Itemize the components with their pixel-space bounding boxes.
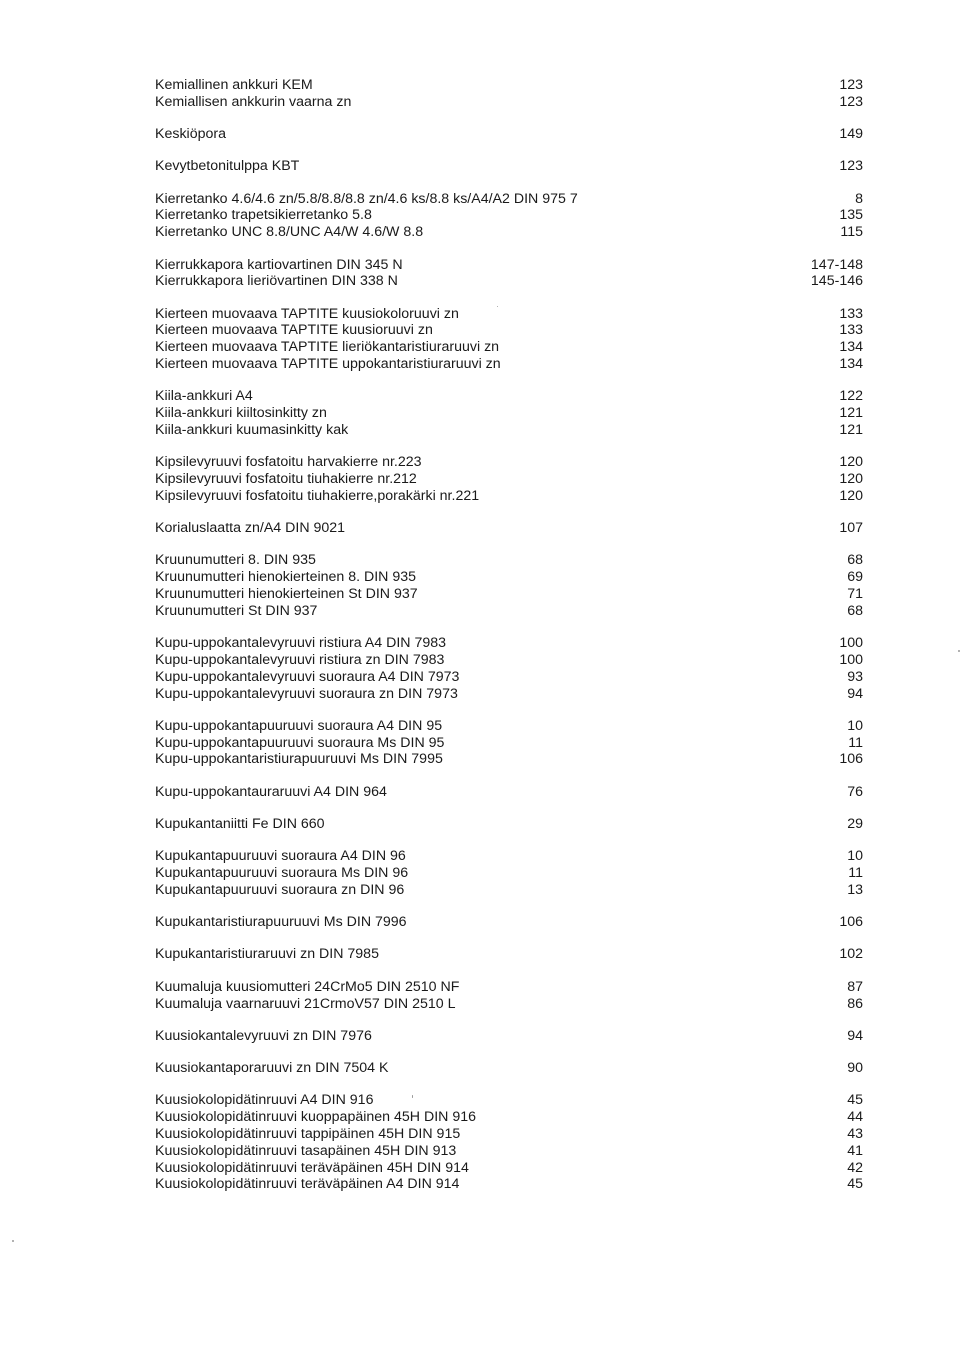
entry-term: Kuusiokolopidätinruuvi teräväpäinen 45H DIN 914 <box>155 1159 469 1176</box>
entry-page-number: 86 <box>847 995 863 1012</box>
index-group <box>155 816 863 833</box>
index-group <box>155 914 863 931</box>
entry-term: Kruunumutteri hienokierteinen 8. DIN 935 <box>155 569 417 586</box>
entry-term: Kemiallisen ankkurin vaarna zn <box>155 93 352 110</box>
entry-term: Kruunumutteri 8. DIN 935 <box>155 552 316 569</box>
index-entry <box>155 865 863 882</box>
index-entry <box>155 552 863 569</box>
entry-term: Kuusiokantalevyruuvi zn DIN 7976 <box>155 1027 372 1044</box>
index-entry <box>155 1028 863 1045</box>
entry-term: Kuusiokolopidätinruuvi tasapäinen 45H DIN 913 <box>155 1142 457 1159</box>
index-entry <box>155 635 863 652</box>
entry-page-number: 147-148 <box>810 256 863 273</box>
entry-page-number: 123 <box>839 158 863 175</box>
index-entry <box>155 306 863 323</box>
entry-page-number: 133 <box>839 322 863 339</box>
index-list <box>155 77 863 1209</box>
index-entry <box>155 882 863 899</box>
index-entry <box>155 1109 863 1126</box>
entry-term: Keskiöpora <box>155 126 226 143</box>
index-entry <box>155 816 863 833</box>
index-entry <box>155 1143 863 1160</box>
entry-term: Kupukantapuuruuvi suoraura zn DIN 96 <box>155 881 405 898</box>
entry-page-number: 45 <box>847 1092 863 1109</box>
entry-page-number: 100 <box>839 635 863 652</box>
index-group <box>155 848 863 898</box>
index-entry <box>155 686 863 703</box>
index-entry <box>155 257 863 274</box>
entry-term: Kierretanko 4.6/4.6 zn/5.8/8.8/8.8 zn/4.6 ks/8.8 ks/A4/A2 DIN 975 7 <box>155 190 578 207</box>
entry-term: Kierretanko UNC 8.8/UNC A4/W 4.6/W 8.8 <box>155 224 424 241</box>
entry-term: Kupukantaristiurapuuruuvi Ms DIN 7996 <box>155 914 407 931</box>
entry-page-number: 45 <box>847 1176 863 1193</box>
entry-page-number: 10 <box>847 848 863 865</box>
entry-term: Kupu-uppokantalevyruuvi ristiura zn DIN 7983 <box>155 651 445 668</box>
index-entry <box>155 669 863 686</box>
index-entry <box>155 322 863 339</box>
entry-term: Kipsilevyruuvi fosfatoitu tiuhakierre nr.212 <box>155 471 417 488</box>
index-entry <box>155 224 863 241</box>
entry-term: Kevytbetonitulppa KBT <box>155 158 300 175</box>
entry-term: Kupu-uppokantauraruuvi A4 DIN 964 <box>155 783 387 800</box>
index-entry <box>155 488 863 505</box>
entry-term: Kierteen muovaava TAPTITE kuusiokoloruuvi zn <box>155 305 459 322</box>
index-entry <box>155 1092 863 1109</box>
entry-term: Kuusiokolopidätinruuvi tappipäinen 45H DIN 915 <box>155 1126 461 1143</box>
index-group <box>155 1028 863 1045</box>
entry-term: Kierteen muovaava TAPTITE lieriökantaristiuraruuvi zn <box>155 339 500 356</box>
entry-page-number: 71 <box>847 586 863 603</box>
entry-term: Kierrukkapora lieriövartinen DIN 338 N <box>155 273 398 290</box>
index-entry <box>155 652 863 669</box>
entry-page-number: 120 <box>839 454 863 471</box>
index-entry <box>155 784 863 801</box>
entry-term: Kupukantaniitti Fe DIN 660 <box>155 816 325 832</box>
index-entry <box>155 77 863 94</box>
entry-term: Kipsilevyruuvi fosfatoitu tiuhakierre,porakärki nr.221 <box>155 487 480 504</box>
index-entry <box>155 339 863 356</box>
entry-page-number: 41 <box>847 1142 863 1159</box>
entry-page-number: 93 <box>847 668 863 685</box>
entry-term: Kierrukkapora kartiovartinen DIN 345 N <box>155 256 403 273</box>
index-group <box>155 784 863 801</box>
entry-term: Kuumaluja vaarnaruuvi 21CrmoV57 DIN 2510 L <box>155 995 456 1012</box>
entry-page-number: 145-146 <box>810 273 863 290</box>
index-entry <box>155 207 863 224</box>
entry-term: Kruunumutteri St DIN 937 <box>155 602 318 619</box>
entry-page-number: 68 <box>847 552 863 569</box>
entry-term: Kupu-uppokantapuuruuvi suoraura A4 DIN 95 <box>155 717 443 734</box>
entry-term: Kupukantaristiuraruuvi zn DIN 7985 <box>155 946 379 963</box>
index-entry <box>155 1060 863 1077</box>
entry-page-number: 134 <box>839 339 863 356</box>
entry-page-number: 94 <box>847 1027 863 1044</box>
entry-page-number: 115 <box>840 224 863 241</box>
index-group <box>155 454 863 504</box>
index-entry <box>155 273 863 290</box>
scan-speck <box>412 1095 413 1098</box>
entry-term: Kuusiokolopidätinruuvi teräväpäinen A4 DIN 914 <box>155 1176 460 1193</box>
index-group <box>155 946 863 963</box>
entry-page-number: 29 <box>847 816 863 832</box>
entry-term: Kierteen muovaava TAPTITE uppokantaristiuraruuvi zn <box>155 356 501 373</box>
entry-term: Kuusiokolopidätinruuvi A4 DIN 916 <box>155 1092 374 1109</box>
entry-page-number: 123 <box>839 77 863 93</box>
entry-page-number: 94 <box>847 685 863 702</box>
entry-term: Kruunumutteri hienokierteinen St DIN 937 <box>155 586 418 603</box>
entry-page-number: 44 <box>847 1109 863 1126</box>
entry-term: Kupukantapuuruuvi suoraura Ms DIN 96 <box>155 865 409 882</box>
index-group <box>155 1092 863 1193</box>
entry-term: Kuusiokolopidätinruuvi kuoppapäinen 45H DIN 916 <box>155 1109 477 1126</box>
index-entry <box>155 979 863 996</box>
index-entry <box>155 848 863 865</box>
index-group <box>155 191 863 241</box>
entry-page-number: 133 <box>839 305 863 322</box>
index-group <box>155 552 863 619</box>
entry-page-number: 106 <box>839 751 863 768</box>
index-entry <box>155 1160 863 1177</box>
index-entry <box>155 471 863 488</box>
index-group <box>155 77 863 111</box>
entry-page-number: 87 <box>847 978 863 995</box>
entry-page-number: 90 <box>847 1060 863 1077</box>
entry-page-number: 149 <box>839 126 863 143</box>
entry-page-number: 11 <box>848 734 863 751</box>
entry-page-number: 102 <box>839 946 863 963</box>
entry-page-number: 100 <box>839 651 863 668</box>
index-entry <box>155 718 863 735</box>
index-group <box>155 306 863 373</box>
entry-page-number: 8 <box>855 190 863 207</box>
scan-speck <box>497 306 498 307</box>
entry-page-number: 121 <box>839 421 863 438</box>
entry-page-number: 134 <box>839 356 863 373</box>
index-group <box>155 257 863 291</box>
index-entry <box>155 735 863 752</box>
entry-term: Kiila-ankkuri kuumasinkitty kak <box>155 421 349 438</box>
entry-term: Kipsilevyruuvi fosfatoitu harvakierre nr.223 <box>155 454 422 471</box>
index-entry <box>155 751 863 768</box>
entry-page-number: 107 <box>839 520 863 537</box>
entry-page-number: 76 <box>847 783 863 800</box>
entry-page-number: 121 <box>839 405 863 422</box>
entry-term: Kupu-uppokantalevyruuvi suoraura zn DIN 7973 <box>155 685 458 702</box>
index-entry <box>155 1126 863 1143</box>
index-entry <box>155 126 863 143</box>
index-entry <box>155 422 863 439</box>
index-entry <box>155 191 863 208</box>
entry-term: Kuusiokantaporaruuvi zn DIN 7504 K <box>155 1060 389 1077</box>
index-group <box>155 635 863 702</box>
entry-page-number: 120 <box>839 487 863 504</box>
entry-page-number: 106 <box>839 914 863 931</box>
entry-page-number: 10 <box>847 717 863 734</box>
index-group <box>155 158 863 175</box>
entry-page-number: 122 <box>839 388 863 405</box>
index-entry <box>155 996 863 1013</box>
entry-term: Kiila-ankkuri kiiltosinkitty zn <box>155 405 327 422</box>
index-group <box>155 388 863 438</box>
index-entry <box>155 914 863 931</box>
entry-term: Kupukantapuuruuvi suoraura A4 DIN 96 <box>155 848 406 865</box>
index-group <box>155 520 863 537</box>
entry-page-number: 13 <box>847 881 863 898</box>
index-group <box>155 718 863 768</box>
entry-term: Kupu-uppokantalevyruuvi suoraura A4 DIN 7973 <box>155 668 460 685</box>
entry-page-number: 68 <box>847 602 863 619</box>
index-entry <box>155 946 863 963</box>
entry-term: Kupu-uppokantaristiurapuuruuvi Ms DIN 7995 <box>155 751 443 768</box>
index-entry <box>155 1176 863 1193</box>
index-entry <box>155 520 863 537</box>
index-entry <box>155 603 863 620</box>
entry-page-number: 69 <box>847 569 863 586</box>
entry-term: Kiila-ankkuri A4 <box>155 388 253 405</box>
index-entry <box>155 158 863 175</box>
index-entry <box>155 586 863 603</box>
index-group <box>155 1060 863 1077</box>
entry-page-number: 11 <box>848 865 863 882</box>
index-group <box>155 126 863 143</box>
entry-page-number: 42 <box>847 1159 863 1176</box>
index-entry <box>155 405 863 422</box>
entry-term: Kupu-uppokantalevyruuvi ristiura A4 DIN 7983 <box>155 635 447 652</box>
entry-page-number: 43 <box>847 1126 863 1143</box>
index-group <box>155 979 863 1013</box>
entry-term: Korialuslaatta zn/A4 DIN 9021 <box>155 520 346 537</box>
entry-page-number: 135 <box>839 207 863 224</box>
entry-term: Kemiallinen ankkuri KEM <box>155 77 313 93</box>
index-entry <box>155 569 863 586</box>
index-entry <box>155 454 863 471</box>
index-entry <box>155 94 863 111</box>
entry-term: Kuumaluja kuusiomutteri 24CrMo5 DIN 2510 NF <box>155 978 460 995</box>
index-entry <box>155 356 863 373</box>
entry-page-number: 123 <box>839 93 863 110</box>
index-entry <box>155 388 863 405</box>
entry-term: Kupu-uppokantapuuruuvi suoraura Ms DIN 95 <box>155 734 445 751</box>
scan-speck <box>12 1240 14 1242</box>
entry-term: Kierretanko trapetsikierretanko 5.8 <box>155 207 372 224</box>
entry-term: Kierteen muovaava TAPTITE kuusioruuvi zn <box>155 322 433 339</box>
entry-page-number: 120 <box>839 471 863 488</box>
